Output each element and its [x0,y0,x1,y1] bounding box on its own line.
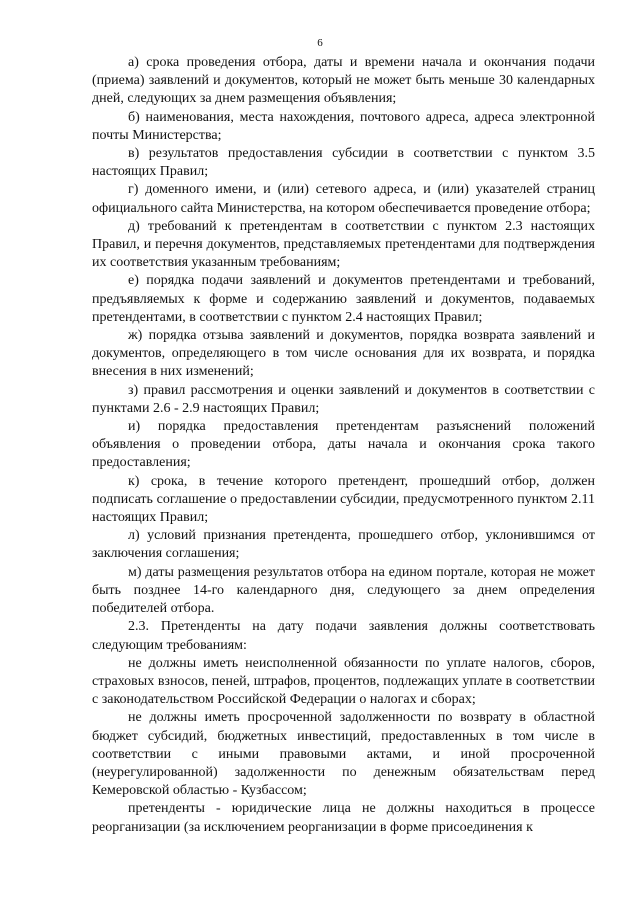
document-body [92,54,595,837]
page-number: 6 [317,37,323,49]
paragraph-requirement-debt: не должны иметь просроченной задолженности по возврату в областной бюджет субсидий, бюджетных инвестиций, предоставленных в том числе в соответствии с иными правовыми актами, и иной просроченной (неурегулированной) задолженности по денежным обязательствам перед Кемеровской областью - Кузбассом; [92,710,595,799]
paragraph-item-i: и) порядка предоставления претендентам разъяснений положений объявления о проведении отбора, даты начала и окончания срока такого предоставления; [92,419,595,471]
paragraph-item-k: к) срока, в течение которого претендент, прошедший отбор, должен подписать соглашение о предоставлении субсидии, предусмотренного пунктом 2.11 настоящих Правил; [92,473,595,526]
paragraph-item-v: в) результатов предоставления субсидии в соответствии с пунктом 3.5 настоящих Правил; [92,146,595,180]
paragraph-item-m: м) даты размещения результатов отбора на едином портале, которая не может быть позднее 14-го календарного дня, следующего за днем определения победителей отбора. [92,564,595,617]
paragraph-item-zh: ж) порядка отзыва заявлений и документов, порядка возврата заявлений и документов, определяющего в том числе основания для их возврата, и порядка внесения в них изменений; [92,328,595,380]
paragraph-requirement-taxes: не должны иметь неисполненной обязанности по уплате налогов, сборов, страховых взносов, пеней, штрафов, процентов, подлежащих уплате в соответствии с законодательством Российской Федерации о налогах и сборах; [92,655,595,708]
paragraph-item-b: б) наименования, места нахождения, почтового адреса, адреса электронной почты Министерства; [92,109,595,143]
paragraph-item-l: л) условий признания претендента, прошедшего отбор, уклонившимся от заключения соглашения; [92,528,595,562]
paragraph-section-2-3: 2.3. Претенденты на дату подачи заявления должны соответствовать следующим требованиям: [92,619,595,653]
paragraph-item-a: а) срока проведения отбора, даты и времени начала и окончания подачи (приема) заявлений и документов, который не может быть меньше 30 календарных дней, следующих за днем размещения объявления; [92,55,595,107]
paragraph-item-d: д) требований к претендентам в соответствии с пунктом 2.3 настоящих Правил, и перечня документов, представляемых претендентами для подтверждения их соответствия указанным требованиям; [92,218,595,271]
paragraph-item-g: г) доменного имени, и (или) сетевого адреса, и (или) указателей страниц официального сайта Министерства, на котором обеспечивается проведение отбора; [92,182,595,216]
paragraph-requirement-reorganization: претенденты - юридические лица не должны находиться в процессе реорганизации (за исключением реорганизации в форме присоединения к [92,801,595,835]
paragraph-item-e: е) порядка подачи заявлений и документов претендентами и требований, предъявляемых к форме и содержанию заявлений и документов, подаваемых претендентами, в соответствии с пунктом 2.4 настоящих Правил; [92,273,595,325]
paragraph-item-z: з) правил рассмотрения и оценки заявлений и документов в соответствии с пунктами 2.6 - 2.9 настоящих Правил; [92,382,595,416]
